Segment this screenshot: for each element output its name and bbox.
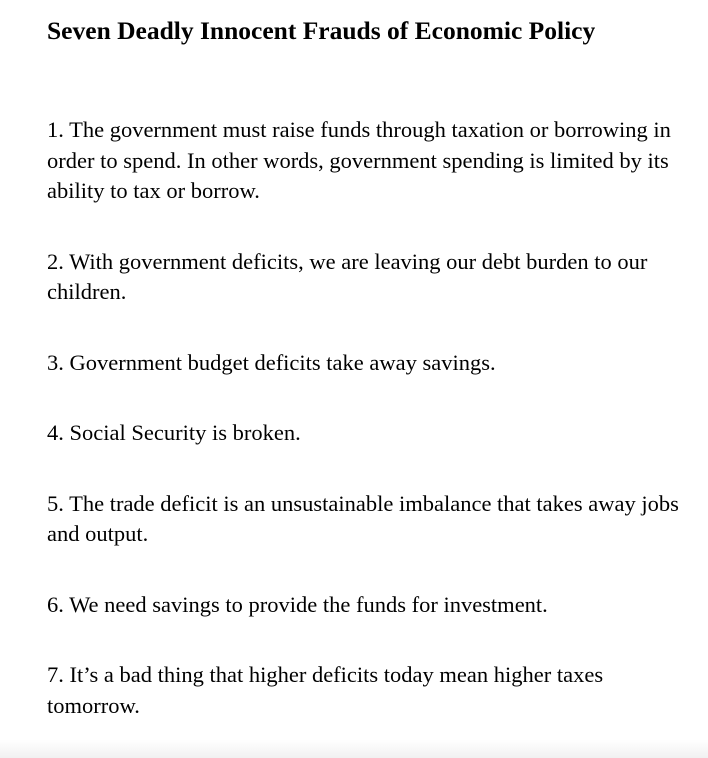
list-item-6: 6. We need savings to provide the funds for investment. [47, 591, 548, 617]
bottom-fade [0, 740, 708, 758]
list-item-2: 2. With government deficits, we are leaving our debt burden to our children. [47, 248, 648, 304]
frauds-list [47, 115, 687, 721]
document-title: Seven Deadly Innocent Frauds of Economic Policy [47, 16, 596, 45]
list-item-5: 5. The trade deficit is an unsustainable imbalance that takes away jobs and output. [47, 490, 679, 546]
list-item-3: 3. Government budget deficits take away savings. [47, 349, 496, 375]
list-item-4: 4. Social Security is broken. [47, 420, 301, 445]
list-item-7: 7. It’s a bad thing that higher deficits today mean higher taxes tomorrow. [47, 662, 604, 718]
list-item-1: 1. The government must raise funds through taxation or borrowing in order to spend. In other words, government spending is limited by its ability to tax or borrow. [47, 117, 671, 203]
